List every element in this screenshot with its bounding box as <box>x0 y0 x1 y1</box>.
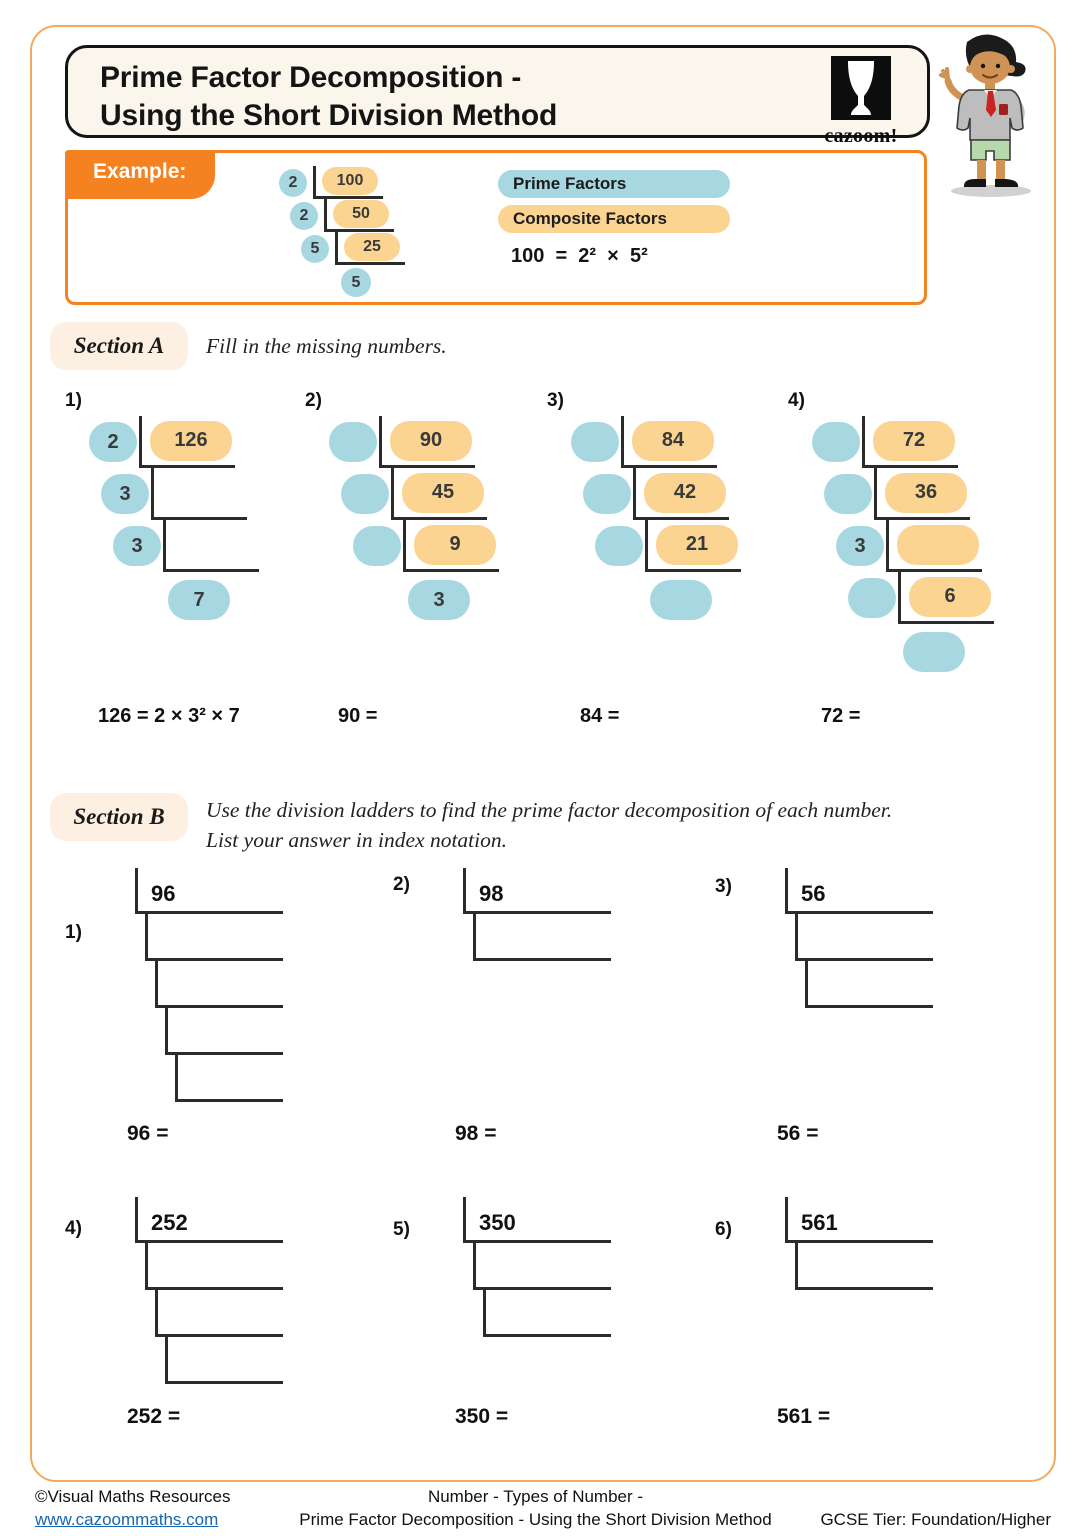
prime-factor-pill <box>824 474 872 514</box>
ladder-step-cell <box>483 1290 611 1337</box>
section-a-label: Section A <box>50 322 188 370</box>
legend <box>498 170 730 240</box>
division-ladder <box>87 416 259 620</box>
answer-line: 72 = <box>821 705 861 727</box>
composite-factor-pill: 36 <box>885 473 967 513</box>
divisor-slot <box>87 416 139 468</box>
page-title <box>100 59 927 135</box>
section-b-problem-2 <box>393 860 715 1160</box>
division-ladder <box>463 868 611 961</box>
ladder-step-cell <box>473 914 611 961</box>
answer-line: 350 = <box>455 1405 509 1428</box>
divisor-slot <box>273 166 313 199</box>
title-line-2: Using the Short Division Method <box>100 98 558 132</box>
ladder-row <box>834 520 994 572</box>
ladder-cell <box>313 166 383 199</box>
ladder-step-cell <box>795 914 933 961</box>
ladder-cell <box>403 520 499 572</box>
section-a-instruction: Fill in the missing numbers. <box>206 334 447 358</box>
divisor-slot <box>327 416 379 468</box>
ladder-cell <box>379 416 475 468</box>
footer-topic-line-1: Number - Types of Number - <box>427 1487 644 1506</box>
ladder-step-cell <box>145 1243 283 1290</box>
problem-number: 2) <box>393 874 410 895</box>
prime-factor-pill: 3 <box>101 474 149 514</box>
answer-line: 56 = <box>777 1122 819 1145</box>
section-a-problems <box>60 388 1060 736</box>
ladder-row <box>295 232 405 265</box>
prime-factor-pill <box>595 526 643 566</box>
ladder-dividend-cell <box>785 1197 933 1243</box>
ladder-dividend-cell <box>135 868 283 914</box>
answer-line: 90 = <box>338 705 378 727</box>
composite-factor-pill: 100 <box>322 167 378 195</box>
ladder-row <box>273 166 405 199</box>
prime-factor-pill <box>848 578 896 618</box>
ladder-step-cell <box>155 1290 283 1337</box>
dividend-number: 350 <box>479 1209 516 1235</box>
section-b-instruction <box>206 793 892 855</box>
section-b-instruction-line-1: Use the division ladders to find the prime factor decomposition of each number. <box>206 798 893 822</box>
mascot-boy-illustration <box>933 34 1048 204</box>
problem-number: 4) <box>65 1218 82 1239</box>
composite-factor-pill: 42 <box>644 473 726 513</box>
ladder-step-cell <box>145 914 283 961</box>
section-b-problem-3 <box>715 860 1037 1160</box>
ladder-cell <box>139 416 235 468</box>
ladder-dividend-cell <box>463 868 611 914</box>
answer-line: 96 = <box>127 1122 169 1145</box>
ladder-row <box>581 468 741 520</box>
prime-factor-pill <box>329 422 377 462</box>
composite-factor-pill: 45 <box>402 473 484 513</box>
website-link[interactable]: www.cazoommaths.com <box>35 1509 219 1529</box>
section-a-header <box>50 322 447 370</box>
prime-factor-pill: 2 <box>89 422 137 462</box>
problem-number: 1) <box>65 390 82 411</box>
ladder-cell <box>324 199 394 232</box>
composite-factor-pill: 6 <box>909 577 991 617</box>
example-equation: 100 = 2² × 5² <box>511 245 648 267</box>
prime-factor-pill <box>812 422 860 462</box>
ladder-step-cell <box>165 1337 283 1384</box>
legend-prime-factors-pill: Prime Factors <box>498 170 730 198</box>
divisor-slot <box>846 572 898 624</box>
prime-factor-pill: 7 <box>168 580 230 620</box>
prime-factor-pill: 3 <box>113 526 161 566</box>
ladder-step-cell <box>175 1055 283 1102</box>
prime-factor-pill: 3 <box>408 580 470 620</box>
prime-factor-pill: 2 <box>279 169 307 197</box>
ladder-final-row <box>168 580 259 620</box>
ladder-cell <box>645 520 741 572</box>
prime-factor-pill: 5 <box>341 268 371 297</box>
section-b-instruction-line-2: List your answer in index notation. <box>206 828 507 853</box>
divisor-slot <box>569 416 621 468</box>
section-a-problem-1 <box>65 388 305 733</box>
dividend-number: 252 <box>151 1209 188 1235</box>
ladder-final-row <box>341 268 405 297</box>
dividend-number: 56 <box>801 880 826 906</box>
prime-factor-pill <box>571 422 619 462</box>
division-ladder <box>785 868 933 1008</box>
footer-tier: GCSE Tier: Foundation/Higher <box>820 1509 1051 1529</box>
ladder-row <box>593 520 741 572</box>
problem-number: 6) <box>715 1219 732 1240</box>
ladder-cell <box>163 520 259 572</box>
ladder-cell <box>335 232 405 265</box>
footer-center <box>270 1486 801 1532</box>
problem-number: 4) <box>788 390 805 411</box>
example-tab-label: Example: <box>65 150 215 199</box>
section-a-problem-3 <box>547 388 787 733</box>
cazoom-logo <box>813 56 909 148</box>
section-a-problem-4 <box>788 388 1028 733</box>
prime-factor-pill <box>650 580 712 620</box>
ladder-row <box>87 416 259 468</box>
problem-number: 3) <box>547 390 564 411</box>
ladder-row <box>111 520 259 572</box>
ladder-cell <box>886 520 982 572</box>
ladder-row <box>569 416 741 468</box>
copyright-text: ©Visual Maths Resources <box>35 1487 231 1506</box>
cazoom-logo-text: cazoom! <box>824 125 898 147</box>
ladder-cell <box>898 572 994 624</box>
ladder-step-cell <box>155 961 283 1008</box>
composite-factor-pill: 126 <box>150 421 232 461</box>
ladder-cell <box>874 468 970 520</box>
ladder-step-cell <box>165 1008 283 1055</box>
ladder-cell <box>862 416 958 468</box>
dividend-number: 561 <box>801 1209 838 1235</box>
composite-factor-pill: 72 <box>873 421 955 461</box>
divisor-slot <box>339 468 391 520</box>
problem-number: 5) <box>393 1219 410 1240</box>
answer-line: 98 = <box>455 1122 497 1145</box>
division-ladder <box>785 1197 933 1290</box>
answer-line: 561 = <box>777 1405 831 1428</box>
section-b-problems <box>60 860 1060 1472</box>
divisor-slot <box>111 520 163 572</box>
ladder-dividend-cell <box>135 1197 283 1243</box>
division-ladder <box>463 1197 611 1337</box>
dividend-number: 96 <box>151 880 176 906</box>
title-box <box>65 45 930 147</box>
section-b-label: Section B <box>50 793 188 841</box>
ladder-dividend-cell <box>785 868 933 914</box>
ladder-row <box>846 572 994 624</box>
composite-factor-pill: 84 <box>632 421 714 461</box>
divisor-slot <box>581 468 633 520</box>
ladder-row <box>810 416 994 468</box>
ladder-row <box>284 199 405 232</box>
section-b-problem-1 <box>65 860 387 1160</box>
division-ladder <box>327 416 499 620</box>
problem-number: 3) <box>715 876 732 897</box>
divisor-slot <box>351 520 403 572</box>
divisor-slot <box>99 468 151 520</box>
legend-composite-factors-pill: Composite Factors <box>498 205 730 233</box>
composite-factor-pill: 90 <box>390 421 472 461</box>
footer-left <box>35 1486 270 1532</box>
answer-line: 252 = <box>127 1405 181 1428</box>
ladder-cell <box>151 468 247 520</box>
prime-factor-pill <box>583 474 631 514</box>
footer-topic-line-2: Prime Factor Decomposition - Using the Short Division Method <box>299 1509 772 1529</box>
ladder-row <box>351 520 499 572</box>
division-ladder <box>135 1197 283 1384</box>
problem-number: 1) <box>65 922 82 943</box>
prime-factor-pill: 5 <box>301 235 329 263</box>
divisor-slot <box>822 468 874 520</box>
divisor-slot <box>295 232 335 265</box>
division-ladder <box>810 416 994 672</box>
prime-factor-pill <box>353 526 401 566</box>
ladder-row <box>327 416 499 468</box>
ladder-step-cell <box>473 1243 611 1290</box>
divisor-slot <box>593 520 645 572</box>
ladder-final-row <box>650 580 741 620</box>
section-b-problem-6 <box>715 1197 1037 1497</box>
section-b-problem-4 <box>65 1197 387 1497</box>
composite-factor-pill: 25 <box>344 233 400 261</box>
ladder-step-cell <box>805 961 933 1008</box>
division-ladder <box>135 868 283 1102</box>
composite-factor-pill <box>897 525 979 565</box>
problem-number: 2) <box>305 390 322 411</box>
composite-factor-pill: 21 <box>656 525 738 565</box>
ladder-dividend-cell <box>463 1197 611 1243</box>
prime-factor-pill: 2 <box>290 202 318 230</box>
prime-factor-pill <box>341 474 389 514</box>
divisor-slot <box>834 520 886 572</box>
division-ladder <box>569 416 741 620</box>
divisor-slot <box>284 199 324 232</box>
prime-factor-pill <box>903 632 965 672</box>
ladder-cell <box>633 468 729 520</box>
ladder-row <box>99 468 259 520</box>
example-division-ladder <box>273 166 405 297</box>
cazoom-logo-icon <box>831 107 891 124</box>
answer-line: 126 = 2 × 3² × 7 <box>98 705 240 727</box>
dividend-number: 98 <box>479 880 504 906</box>
title-line-1: Prime Factor Decomposition - <box>100 61 522 94</box>
footer <box>35 1486 1051 1532</box>
ladder-cell <box>621 416 717 468</box>
ladder-row <box>339 468 499 520</box>
composite-factor-pill: 9 <box>414 525 496 565</box>
section-b-problem-5 <box>393 1197 715 1497</box>
ladder-step-cell <box>795 1243 933 1290</box>
section-b-header <box>50 793 892 855</box>
section-a-problem-2 <box>305 388 545 733</box>
example-box <box>65 150 927 305</box>
ladder-final-row <box>408 580 499 620</box>
ladder-cell <box>391 468 487 520</box>
prime-factor-pill: 3 <box>836 526 884 566</box>
composite-factor-pill: 50 <box>333 200 389 228</box>
ladder-final-row <box>903 632 994 672</box>
divisor-slot <box>810 416 862 468</box>
answer-line: 84 = <box>580 705 620 727</box>
ladder-row <box>822 468 994 520</box>
